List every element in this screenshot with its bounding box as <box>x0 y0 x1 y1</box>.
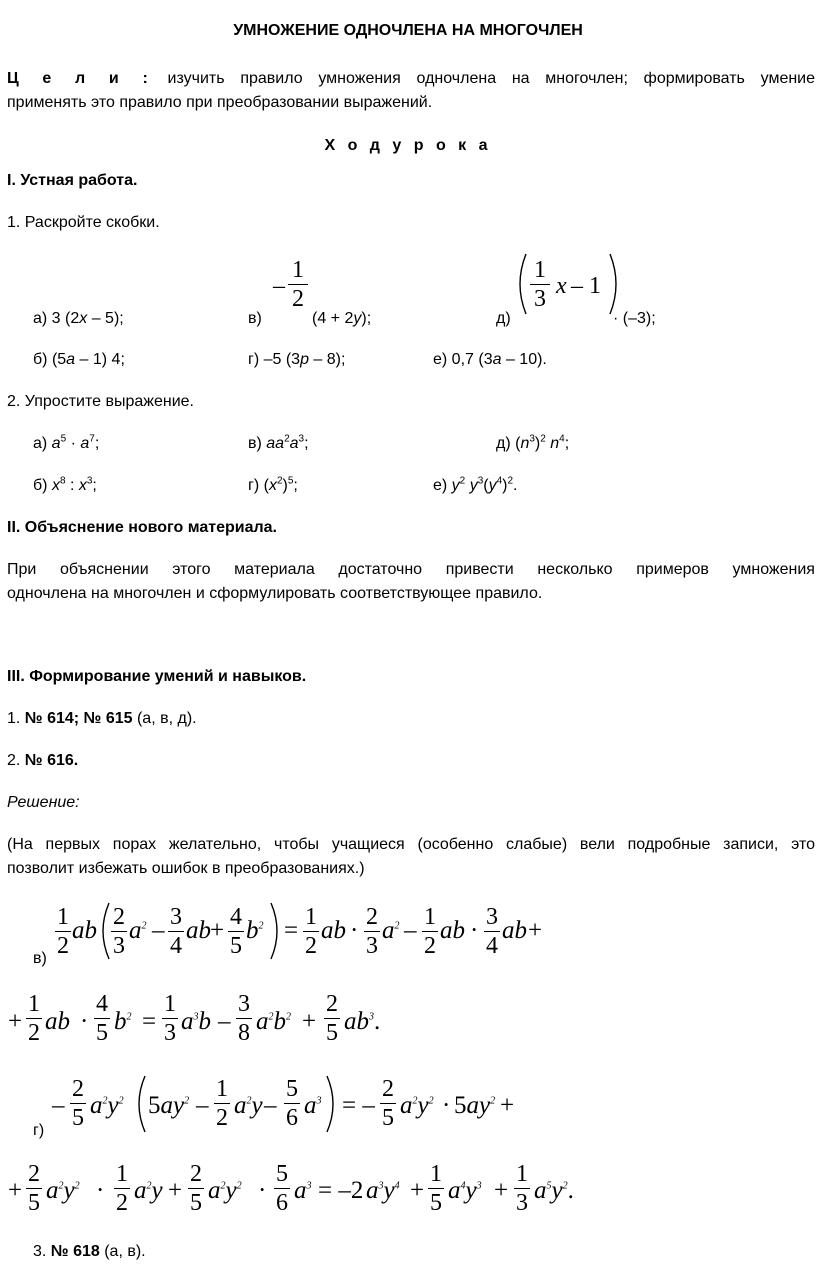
note-word: порах <box>112 836 157 853</box>
task-1-d-parens <box>512 250 622 320</box>
goals-word: умножения <box>318 70 401 87</box>
task-1-e: е) 0,7 (3a – 10). <box>433 351 547 368</box>
task-1-v-expr: (4 + 2y); <box>312 310 372 327</box>
task-1-d-x: x <box>556 273 567 299</box>
note-word: (На <box>7 836 33 853</box>
note-word: слабые) <box>506 836 568 853</box>
note-line-2: позволит избежать ошибок в преобразованиях.) <box>7 860 365 877</box>
task-1-d-minus1: – 1 <box>571 273 601 299</box>
task-1-v-minus: – <box>273 273 285 299</box>
formula-v-label: в) <box>33 950 47 967</box>
goals-word: изучить <box>167 70 225 87</box>
note-word: учащиеся <box>331 836 405 853</box>
section-2-word: умножения <box>732 561 815 578</box>
goals-word: одночлена <box>416 70 497 87</box>
task-1-b: б) (5a – 1) 4; <box>33 351 125 368</box>
note-word: желательно, <box>168 836 262 853</box>
lesson-heading: Х о д у р о к а <box>324 137 492 154</box>
section-2-heading: II. Объяснение нового материала. <box>7 519 277 536</box>
goals-word: многочлен; <box>545 70 628 87</box>
item-2: 2. № 616. <box>7 752 79 769</box>
note-word: первых <box>45 836 101 853</box>
item-1: 1. № 614; № 615 (а, в, д). <box>7 710 197 727</box>
goals-word: на <box>511 70 530 87</box>
section-2-word: достаточно <box>338 561 423 578</box>
task-2-a: а) $a^5 \cdot a^7$; <box>33 433 100 452</box>
section-1-heading: I. Устная работа. <box>7 172 138 189</box>
goals-word: формировать <box>643 70 745 87</box>
task-2-e: е) $y^2$ $y^3(y^4)^2$. <box>433 475 518 494</box>
note-word: чтобы <box>274 836 320 853</box>
note-word: это <box>791 836 815 853</box>
task-2-title: 2. Упростите выражение. <box>7 393 194 410</box>
formula-g-label: г) <box>33 1122 45 1139</box>
task-2-g: г) $(x^2)^5$; <box>248 475 298 494</box>
task-1-d-fraction: 1 3 <box>530 258 550 311</box>
section-2-line-1 <box>7 561 815 579</box>
section-2-word: При <box>7 561 37 578</box>
task-1-a: а) 3 (2x – 5); <box>33 310 124 327</box>
page-title: УМНОЖЕНИЕ ОДНОЧЛЕНА НА МНОГОЧЛЕН <box>233 22 583 39</box>
goals-line-1 <box>7 70 815 88</box>
goals-line-2: применять это правило при преобразовании выражений. <box>7 94 433 111</box>
task-1-d-label: д) <box>496 310 511 327</box>
task-2-b: б) $x^8$ : $x^3$; <box>33 475 97 494</box>
task-1-v-fraction: 1 2 <box>288 258 308 311</box>
section-2-word: привести <box>445 561 514 578</box>
task-2-d: д) $(n^3)^2$ $n^4$; <box>496 433 570 452</box>
note-word: записи, <box>723 836 779 853</box>
goals-word: правило <box>240 70 303 87</box>
section-2-word: несколько <box>537 561 613 578</box>
section-2-line-2: одночлена на многочлен и сформулировать соответствующее правило. <box>7 585 543 602</box>
task-1-v-label: в) <box>248 310 262 327</box>
section-2-word: объяснении <box>59 561 149 578</box>
task-1-title: 1. Раскройте скобки. <box>7 214 160 231</box>
task-1-d-end: · (–3); <box>613 310 656 327</box>
goals-label: Ц е л и : <box>7 70 152 87</box>
item-3: 3. № 618 (а, в). <box>33 1243 146 1260</box>
note-word: (особенно <box>417 836 494 853</box>
task-1-g: г) –5 (3p – 8); <box>248 351 346 368</box>
section-2-word: этого <box>172 561 211 578</box>
note-word: вели <box>579 836 615 853</box>
goals-word: умение <box>760 70 816 87</box>
note-line-1 <box>7 836 815 854</box>
section-2-word: материала <box>234 561 315 578</box>
note-word: подробные <box>627 836 711 853</box>
task-2-v: в) $aa^2a^3$; <box>248 433 309 452</box>
section-2-word: примеров <box>636 561 709 578</box>
solution-label: Решение: <box>7 794 80 811</box>
section-3-heading: III. Формирование умений и навыков. <box>7 668 307 685</box>
